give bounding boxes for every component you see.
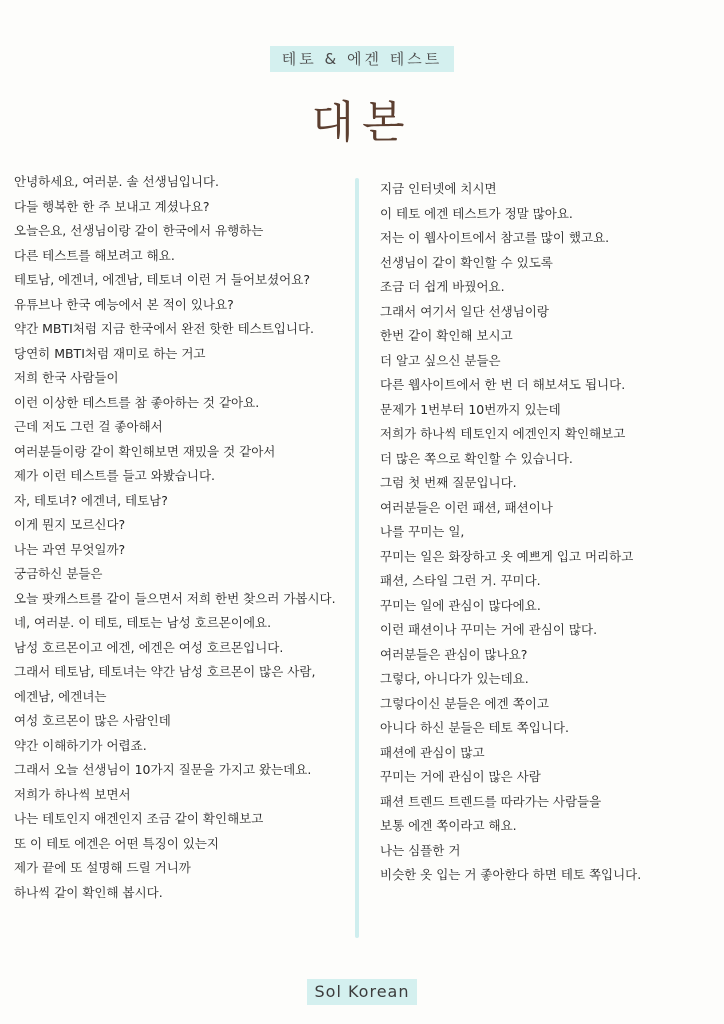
script-line: 다른 웹사이트에서 한 번 더 해보셔도 됩니다. [380,377,626,392]
script-line: 에겐남, 에겐녀는 [14,688,107,704]
script-line: 아니다 하신 분들은 테토 쪽입니다. [380,720,569,735]
script-line: 근데 저도 그런 걸 좋아해서 [14,419,163,434]
script-column-left [14,170,344,905]
script-line: 조금 더 쉽게 바꿨어요. [380,279,505,294]
script-line: 당연히 MBTI처럼 재미로 하는 거고 [14,345,206,361]
script-line: 문제가 1번부터 10번까지 있는데 [380,401,561,417]
page-title: 대본 [311,97,413,148]
script-line: 네, 여러분. 이 테토, 테토는 남성 호르몬이에요. [14,615,272,630]
script-line: 나는 심플한 거 [380,842,461,858]
script-line: 유튜브나 한국 예능에서 본 적이 있나요? [14,296,234,312]
script-line: 이런 이상한 테스트를 참 좋아하는 것 같아요. [14,394,260,410]
script-line: 꾸미는 거에 관심이 많은 사람 [380,769,541,784]
script-line: 이게 뭔지 모르신다? [14,517,126,532]
script-line: 다른 테스트를 해보려고 해요. [14,247,175,263]
script-line: 그래서 오늘 선생님이 10가지 질문을 가지고 왔는데요. [14,762,312,777]
script-line: 여러분들은 이런 패션, 패션이나 [380,499,553,515]
script-line: 약간 MBTI처럼 지금 한국에서 완전 핫한 테스트입니다. [14,321,314,336]
script-line: 지금 인터넷에 치시면 [380,181,497,196]
script-line: 오늘 팟캐스트를 같이 들으면서 저희 한번 찾으러 가봅시다. [14,590,336,606]
script-line: 저희 한국 사람들이 [14,370,119,385]
script-line: 남성 호르몬이고 에겐, 에겐은 여성 호르몬입니다. [14,639,284,655]
script-line: 제가 이런 테스트를 들고 와봤습니다. [14,468,215,483]
script-line: 제가 끝에 또 설명해 드릴 거니까 [14,860,191,875]
script-line: 패션에 관심이 많고 [380,744,485,760]
script-line: 그렇다, 아니다가 있는데요. [380,671,529,686]
script-line: 나를 꾸미는 일, [380,524,465,539]
subtitle: 테토 & 에겐 테스트 [270,46,454,72]
script-line: 이런 패션이나 꾸미는 거에 관심이 많다. [380,622,598,637]
script-line: 꾸미는 일에 관심이 많다에요. [380,597,541,613]
script-line: 저는 이 웹사이트에서 참고를 많이 했고요. [380,230,610,245]
script-line: 저희가 하나씩 테토인지 에겐인지 확인해보고 [380,426,626,441]
footer [0,979,724,1005]
script-line: 비슷한 옷 입는 거 좋아한다 하면 테토 쪽입니다. [380,867,642,882]
script-line: 더 많은 쪽으로 확인할 수 있습니다. [380,450,573,466]
script-line: 꾸미는 일은 화장하고 옷 예쁘게 입고 머리하고 [380,548,634,564]
script-line: 더 알고 싶으신 분들은 [380,352,501,368]
script-line: 나는 과연 무엇일까? [14,541,126,557]
column-divider [355,178,359,938]
script-line: 나는 테토인지 애겐인지 조금 같이 확인해보고 [14,811,264,826]
script-line: 자, 테토녀? 에겐녀, 테토남? [14,492,168,508]
script-line: 궁금하신 분들은 [14,566,103,581]
script-line: 이 테토 에겐 테스트가 정말 많아요. [380,205,573,221]
script-line: 또 이 테토 에겐은 어떤 특징이 있는지 [14,835,219,851]
script-line: 다들 행복한 한 주 보내고 계셨나요? [14,198,210,214]
script-line: 그래서 테토남, 테토녀는 약간 남성 호르몬이 많은 사람, [14,664,316,679]
script-line: 여성 호르몬이 많은 사람인데 [14,713,171,728]
script-line: 여러분들이랑 같이 확인해보면 재밌을 것 같아서 [14,443,276,459]
script-line: 한번 같이 확인해 보시고 [380,328,513,343]
script-line: 패션, 스타일 그런 거. 꾸미다. [380,573,541,588]
script-line: 하나씩 같이 확인해 봅시다. [14,884,163,900]
script-line: 그럼 첫 번째 질문입니다. [380,475,517,490]
script-line: 여러분들은 관심이 많나요? [380,646,528,662]
script-line: 안녕하세요, 여러분. 솔 선생님입니다. [14,174,219,189]
script-line: 테토남, 에겐녀, 에겐남, 테토녀 이런 거 들어보셨어요? [14,272,310,287]
script-line: 패션 트렌드 트렌드를 따라가는 사람들을 [380,793,602,809]
script-line: 보통 에겐 쪽이라고 해요. [380,818,517,833]
script-line: 선생님이 같이 확인할 수 있도록 [380,254,553,270]
script-line: 그래서 여기서 일단 선생님이랑 [380,303,549,319]
script-column-right [380,177,715,888]
script-line: 그렇다이신 분들은 에겐 쪽이고 [380,695,549,711]
script-line: 약간 이해하기가 어렵죠. [14,737,147,753]
script-line: 저희가 하나씩 보면서 [14,786,131,802]
brand-label: Sol Korean [307,979,418,1005]
subtitle-banner [0,46,724,72]
script-line: 오늘은요, 선생님이랑 같이 한국에서 유행하는 [14,223,264,238]
